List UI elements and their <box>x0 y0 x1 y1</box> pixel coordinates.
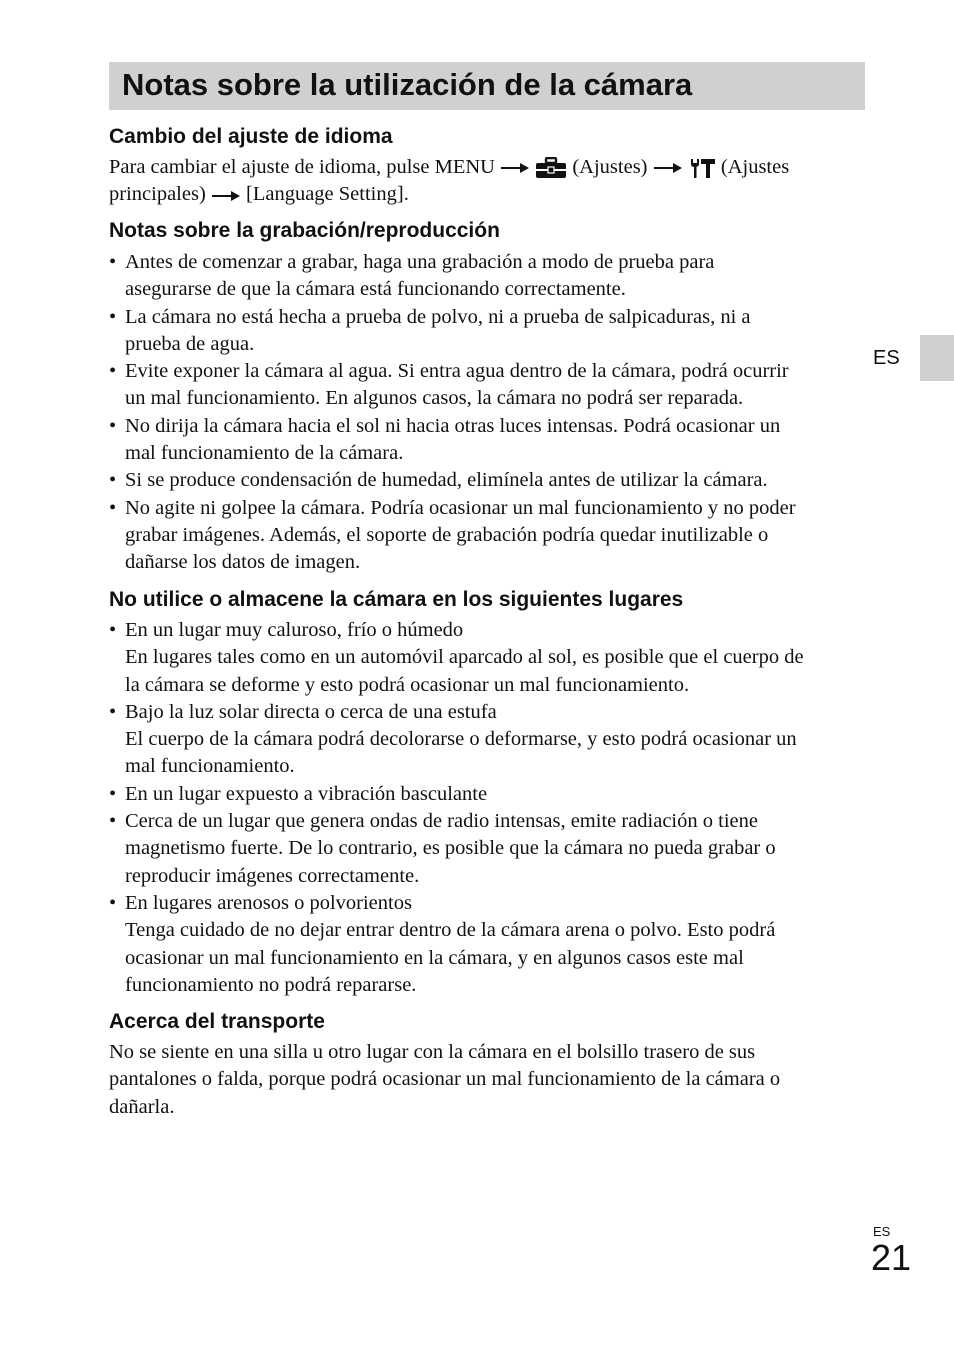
section-heading-lugares: No utilice o almacene la cámara en los siguientes lugares <box>109 588 684 611</box>
list-item-line: magnetismo fuerte. De lo contrario, es posible que la cámara no pueda grabar o <box>125 837 776 860</box>
list-item-line: un mal funcionamiento. En algunos casos, la cámara no podrá ser reparada. <box>125 387 744 410</box>
list-item <box>109 467 869 494</box>
list-item <box>109 781 869 808</box>
section-heading-transporte: Acerca del transporte <box>109 1010 325 1033</box>
arrow-right-icon <box>211 190 241 202</box>
list-item <box>109 617 869 699</box>
list-item <box>109 413 869 468</box>
list-item-line: mal funcionamiento. <box>125 755 295 778</box>
list-item <box>109 699 869 781</box>
section-heading-grabacion: Notas sobre la grabación/reproducción <box>109 219 500 242</box>
idioma-text-5: [Language Setting]. <box>246 183 409 206</box>
transporte-paragraph <box>109 1039 869 1121</box>
list-item-line: ocasionar un mal funcionamiento en la cámara, y en algunos casos este mal <box>125 946 744 969</box>
list-item-line: la cámara se deforme y esto podrá ocasionar un mal funcionamiento. <box>125 673 690 696</box>
list-item-line: asegurarse de que la cámara está funcionando correctamente. <box>125 278 626 301</box>
list-item-line: funcionamiento no podrá repararse. <box>125 973 417 996</box>
list-item <box>109 249 869 304</box>
side-tab-marker <box>920 335 954 381</box>
section-heading-idioma: Cambio del ajuste de idioma <box>109 125 393 148</box>
list-item-line: • Antes de comenzar a grabar, haga una grabación a modo de prueba para <box>125 251 715 273</box>
wrench-hammer-icon <box>688 157 716 179</box>
footer-language-label: ES <box>873 1224 891 1239</box>
toolbox-icon <box>535 157 567 179</box>
list-item-line: • No agite ni golpee la cámara. Podría ocasionar un mal funcionamiento y no poder <box>125 496 796 519</box>
page-title: Notas sobre la utilización de la cámara <box>122 67 693 102</box>
lugares-list <box>109 617 869 999</box>
list-item-line: Tenga cuidado de no dejar entrar dentro de la cámara arena o polvo. Esto podrá <box>125 919 776 942</box>
list-item-line: prueba de agua. <box>125 332 255 355</box>
idioma-text-1: Para cambiar el ajuste de idioma, pulse MENU <box>109 156 495 178</box>
list-item-line: • Bajo la luz solar directa o cerca de una estufa <box>125 700 497 723</box>
idioma-text-2: (Ajustes) <box>572 156 648 178</box>
idioma-line-1 <box>109 154 869 181</box>
transporte-line: No se siente en una silla u otro lugar con la cámara en el bolsillo trasero de sus <box>109 1041 756 1063</box>
list-item-line: • La cámara no está hecha a prueba de polvo, ni a prueba de salpicaduras, ni a <box>125 305 751 328</box>
list-item-line: • En un lugar muy caluroso, frío o húmedo <box>125 619 464 641</box>
arrow-right-icon <box>653 162 683 174</box>
list-item-line: El cuerpo de la cámara podrá decolorarse o deformarse, y esto podrá ocasionar un <box>125 728 797 751</box>
idioma-text-4: principales) <box>109 183 206 206</box>
list-item-line: dañarse los datos de imagen. <box>125 551 361 574</box>
list-item <box>109 304 869 359</box>
idioma-paragraph <box>109 154 869 209</box>
list-item-line: • Cerca de un lugar que genera ondas de radio intensas, emite radiación o tiene <box>125 810 758 833</box>
list-item-line: • Si se produce condensación de humedad, elimínela antes de utilizar la cámara. <box>125 469 768 492</box>
transporte-line: dañarla. <box>109 1095 175 1118</box>
list-item-line: • Evite exponer la cámara al agua. Si entra agua dentro de la cámara, podrá ocurrir <box>125 360 789 383</box>
list-item <box>109 890 869 999</box>
idioma-line-2 <box>109 181 869 208</box>
list-item-line: mal funcionamiento de la cámara. <box>125 442 404 465</box>
list-item-line: • En lugares arenosos o polvorientos <box>125 891 412 914</box>
list-item-line: En lugares tales como en un automóvil aparcado al sol, es posible que el cuerpo de <box>125 646 804 669</box>
transporte-line: pantalones o falda, porque podrá ocasionar un mal funcionamiento de la cámara o <box>109 1068 781 1091</box>
side-language-label: ES <box>873 347 900 369</box>
page-number: 21 <box>871 1237 912 1278</box>
list-item <box>109 358 869 413</box>
list-item <box>109 808 869 890</box>
list-item-line: grabar imágenes. Además, el soporte de grabación podría quedar inutilizable o <box>125 523 769 546</box>
list-item <box>109 495 869 577</box>
list-item-line: • En un lugar expuesto a vibración basculante <box>125 782 488 805</box>
list-item-line: • No dirija la cámara hacia el sol ni hacia otras luces intensas. Podrá ocasionar un <box>125 414 781 437</box>
arrow-right-icon <box>500 162 530 174</box>
list-item-line: reproducir imágenes correctamente. <box>125 864 420 887</box>
grabacion-list <box>109 249 869 577</box>
idioma-text-3: (Ajustes <box>720 156 790 178</box>
